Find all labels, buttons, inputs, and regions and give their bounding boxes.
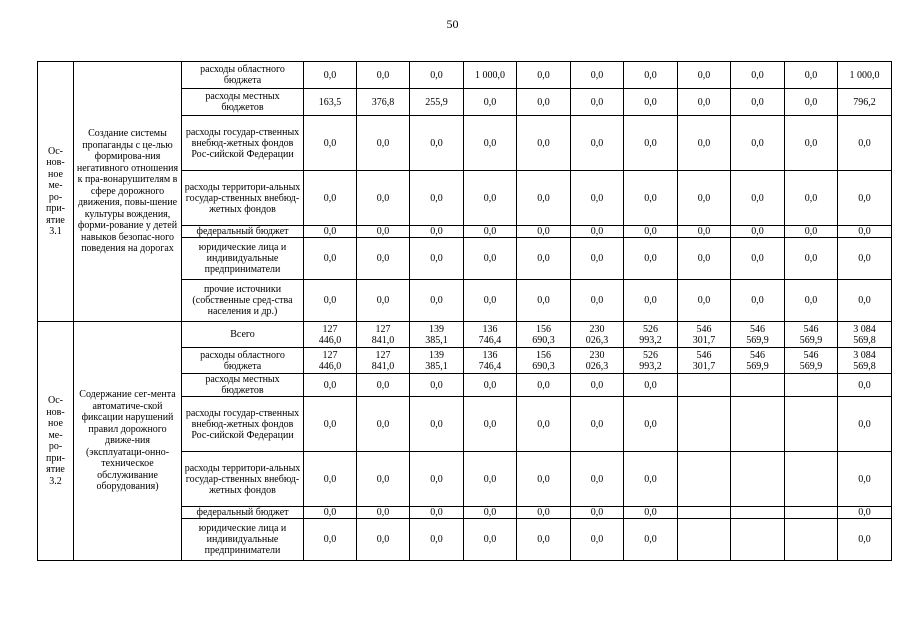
value-cell: 0,0 bbox=[357, 171, 410, 226]
value-cell: 136 746,4 bbox=[464, 322, 517, 348]
value-cell: 139 385,1 bbox=[410, 348, 464, 374]
funding-source: расходы местных бюджетов bbox=[182, 374, 304, 397]
value-cell: 546 301,7 bbox=[678, 322, 731, 348]
value-cell: 163,5 bbox=[304, 89, 357, 116]
value-cell: 127 841,0 bbox=[357, 348, 410, 374]
section-name: Создание системы пропаганды с це-лью формирова-ния негативного отношения к пра-вонарушителям в сфере дорожного движения, повы-шение культуры вождения, форми-рование у детей навыков безопас-ного поведения на дорогах bbox=[74, 62, 182, 322]
value-cell: 0,0 bbox=[304, 397, 357, 452]
value-cell: 0,0 bbox=[624, 374, 678, 397]
value-cell: 0,0 bbox=[464, 238, 517, 280]
value-cell: 0,0 bbox=[785, 171, 838, 226]
value-cell: 0,0 bbox=[785, 280, 838, 322]
value-cell: 0,0 bbox=[678, 238, 731, 280]
value-cell: 0,0 bbox=[464, 226, 517, 238]
value-cell: 0,0 bbox=[410, 374, 464, 397]
value-cell: 0,0 bbox=[785, 116, 838, 171]
value-cell: 0,0 bbox=[357, 519, 410, 561]
value-cell: 0,0 bbox=[410, 226, 464, 238]
value-cell: 127 841,0 bbox=[357, 322, 410, 348]
value-cell: 0,0 bbox=[517, 62, 571, 89]
funding-source: расходы областного бюджета bbox=[182, 348, 304, 374]
value-cell bbox=[785, 519, 838, 561]
value-cell: 255,9 bbox=[410, 89, 464, 116]
value-cell: 0,0 bbox=[838, 519, 892, 561]
funding-source: федеральный бюджет bbox=[182, 226, 304, 238]
value-cell: 0,0 bbox=[304, 374, 357, 397]
value-cell: 0,0 bbox=[517, 452, 571, 507]
funding-source: расходы государ-ственных внебюд-жетных фондов Рос-сийской Федерации bbox=[182, 397, 304, 452]
value-cell: 0,0 bbox=[571, 238, 624, 280]
value-cell bbox=[731, 374, 785, 397]
value-cell: 0,0 bbox=[624, 62, 678, 89]
value-cell: 1 000,0 bbox=[838, 62, 892, 89]
value-cell: 0,0 bbox=[785, 238, 838, 280]
value-cell bbox=[785, 452, 838, 507]
value-cell: 0,0 bbox=[517, 374, 571, 397]
value-cell: 0,0 bbox=[357, 116, 410, 171]
value-cell: 0,0 bbox=[464, 519, 517, 561]
value-cell: 0,0 bbox=[517, 507, 571, 519]
value-cell: 0,0 bbox=[517, 397, 571, 452]
value-cell: 0,0 bbox=[410, 280, 464, 322]
value-cell: 796,2 bbox=[838, 89, 892, 116]
value-cell: 0,0 bbox=[410, 507, 464, 519]
value-cell: 0,0 bbox=[838, 116, 892, 171]
value-cell: 0,0 bbox=[357, 397, 410, 452]
value-cell: 0,0 bbox=[624, 397, 678, 452]
funding-source: расходы территори-альных государ-ственных внебюд-жетных фондов bbox=[182, 171, 304, 226]
value-cell: 0,0 bbox=[357, 62, 410, 89]
value-cell bbox=[678, 397, 731, 452]
value-cell: 0,0 bbox=[731, 226, 785, 238]
value-cell: 0,0 bbox=[571, 171, 624, 226]
value-cell: 0,0 bbox=[410, 62, 464, 89]
value-cell: 546 301,7 bbox=[678, 348, 731, 374]
value-cell: 0,0 bbox=[410, 397, 464, 452]
value-cell: 0,0 bbox=[410, 171, 464, 226]
value-cell: 0,0 bbox=[571, 374, 624, 397]
budget-table bbox=[37, 61, 892, 561]
value-cell: 0,0 bbox=[838, 397, 892, 452]
funding-source: прочие источники (собственные сред-ства населения и др.) bbox=[182, 280, 304, 322]
value-cell: 0,0 bbox=[624, 507, 678, 519]
value-cell: 0,0 bbox=[731, 116, 785, 171]
value-cell: 0,0 bbox=[678, 116, 731, 171]
value-cell: 0,0 bbox=[357, 238, 410, 280]
value-cell: 230 026,3 bbox=[571, 322, 624, 348]
value-cell: 0,0 bbox=[731, 89, 785, 116]
value-cell: 0,0 bbox=[571, 397, 624, 452]
value-cell: 0,0 bbox=[517, 226, 571, 238]
value-cell: 0,0 bbox=[838, 280, 892, 322]
value-cell: 230 026,3 bbox=[571, 348, 624, 374]
value-cell: 0,0 bbox=[838, 226, 892, 238]
value-cell: 0,0 bbox=[304, 507, 357, 519]
value-cell bbox=[678, 452, 731, 507]
value-cell: 0,0 bbox=[731, 280, 785, 322]
value-cell: 376,8 bbox=[357, 89, 410, 116]
value-cell: 546 569,9 bbox=[785, 322, 838, 348]
value-cell: 0,0 bbox=[785, 62, 838, 89]
value-cell: 0,0 bbox=[464, 116, 517, 171]
value-cell bbox=[678, 519, 731, 561]
value-cell: 0,0 bbox=[517, 519, 571, 561]
value-cell: 0,0 bbox=[838, 171, 892, 226]
value-cell bbox=[731, 507, 785, 519]
value-cell: 0,0 bbox=[304, 452, 357, 507]
funding-source: юридические лица и индивидуальные предприниматели bbox=[182, 238, 304, 280]
value-cell: 0,0 bbox=[678, 171, 731, 226]
value-cell: 0,0 bbox=[357, 507, 410, 519]
value-cell: 0,0 bbox=[571, 280, 624, 322]
value-cell: 0,0 bbox=[464, 507, 517, 519]
funding-source: федеральный бюджет bbox=[182, 507, 304, 519]
value-cell: 546 569,9 bbox=[731, 348, 785, 374]
value-cell: 0,0 bbox=[464, 280, 517, 322]
value-cell: 0,0 bbox=[357, 452, 410, 507]
page-number: 50 bbox=[446, 17, 459, 31]
funding-source: расходы государ-ственных внебюд-жетных фондов Рос-сийской Федерации bbox=[182, 116, 304, 171]
value-cell: 0,0 bbox=[410, 116, 464, 171]
value-cell: 0,0 bbox=[838, 452, 892, 507]
value-cell: 0,0 bbox=[571, 226, 624, 238]
value-cell bbox=[731, 397, 785, 452]
value-cell: 0,0 bbox=[785, 89, 838, 116]
value-cell: 0,0 bbox=[624, 452, 678, 507]
value-cell: 0,0 bbox=[464, 452, 517, 507]
value-cell: 0,0 bbox=[571, 452, 624, 507]
value-cell: 0,0 bbox=[838, 507, 892, 519]
value-cell: 0,0 bbox=[624, 171, 678, 226]
value-cell bbox=[785, 374, 838, 397]
section-header: Ос- нов- ное ме- ро- при- ятие 3.2 bbox=[38, 322, 74, 561]
value-cell: 0,0 bbox=[464, 397, 517, 452]
value-cell: 0,0 bbox=[517, 238, 571, 280]
value-cell: 156 690,3 bbox=[517, 348, 571, 374]
table-row bbox=[38, 322, 892, 348]
funding-source: расходы местных бюджетов bbox=[182, 89, 304, 116]
value-cell: 0,0 bbox=[464, 89, 517, 116]
value-cell: 0,0 bbox=[731, 238, 785, 280]
value-cell: 156 690,3 bbox=[517, 322, 571, 348]
value-cell: 0,0 bbox=[571, 507, 624, 519]
value-cell: 0,0 bbox=[678, 62, 731, 89]
value-cell bbox=[785, 397, 838, 452]
value-cell: 0,0 bbox=[517, 116, 571, 171]
value-cell: 0,0 bbox=[838, 238, 892, 280]
value-cell: 0,0 bbox=[357, 374, 410, 397]
funding-source: юридические лица и индивидуальные предприниматели bbox=[182, 519, 304, 561]
value-cell bbox=[731, 452, 785, 507]
value-cell: 0,0 bbox=[517, 171, 571, 226]
value-cell: 0,0 bbox=[624, 226, 678, 238]
value-cell: 0,0 bbox=[731, 171, 785, 226]
value-cell: 0,0 bbox=[571, 519, 624, 561]
value-cell: 526 993,2 bbox=[624, 348, 678, 374]
funding-source: расходы областного бюджета bbox=[182, 62, 304, 89]
value-cell: 0,0 bbox=[624, 89, 678, 116]
value-cell: 0,0 bbox=[410, 519, 464, 561]
section-header: Ос- нов- ное ме- ро- при- ятие 3.1 bbox=[38, 62, 74, 322]
value-cell: 0,0 bbox=[785, 226, 838, 238]
value-cell: 1 000,0 bbox=[464, 62, 517, 89]
value-cell: 0,0 bbox=[571, 116, 624, 171]
value-cell bbox=[785, 507, 838, 519]
value-cell: 136 746,4 bbox=[464, 348, 517, 374]
value-cell: 0,0 bbox=[357, 280, 410, 322]
value-cell: 0,0 bbox=[304, 171, 357, 226]
funding-source: расходы территори-альных государ-ственных внебюд-жетных фондов bbox=[182, 452, 304, 507]
value-cell: 0,0 bbox=[517, 280, 571, 322]
table-row bbox=[38, 62, 892, 89]
value-cell: 0,0 bbox=[678, 89, 731, 116]
value-cell: 3 084 569,8 bbox=[838, 322, 892, 348]
value-cell bbox=[678, 374, 731, 397]
value-cell: 0,0 bbox=[357, 226, 410, 238]
budget-table-body bbox=[38, 62, 892, 561]
value-cell: 0,0 bbox=[464, 374, 517, 397]
value-cell: 0,0 bbox=[410, 238, 464, 280]
value-cell: 0,0 bbox=[678, 226, 731, 238]
value-cell: 0,0 bbox=[624, 280, 678, 322]
value-cell: 0,0 bbox=[304, 226, 357, 238]
value-cell bbox=[731, 519, 785, 561]
value-cell: 0,0 bbox=[571, 89, 624, 116]
value-cell: 0,0 bbox=[731, 62, 785, 89]
value-cell: 0,0 bbox=[304, 116, 357, 171]
value-cell: 0,0 bbox=[678, 280, 731, 322]
value-cell: 546 569,9 bbox=[731, 322, 785, 348]
value-cell bbox=[678, 507, 731, 519]
value-cell: 0,0 bbox=[517, 89, 571, 116]
value-cell: 0,0 bbox=[624, 519, 678, 561]
value-cell: 0,0 bbox=[571, 62, 624, 89]
value-cell: 0,0 bbox=[624, 238, 678, 280]
value-cell: 127 446,0 bbox=[304, 322, 357, 348]
value-cell: 0,0 bbox=[624, 116, 678, 171]
value-cell: 139 385,1 bbox=[410, 322, 464, 348]
value-cell: 0,0 bbox=[304, 280, 357, 322]
section-name: Содержание сег-мента автоматиче-ской фиксации нарушений правил дорожного движе-ния (эксплуатаци-онно-техническое обслуживание оборудования) bbox=[74, 322, 182, 561]
value-cell: 0,0 bbox=[304, 519, 357, 561]
value-cell: 0,0 bbox=[304, 62, 357, 89]
value-cell: 526 993,2 bbox=[624, 322, 678, 348]
value-cell: 3 084 569,8 bbox=[838, 348, 892, 374]
value-cell: 0,0 bbox=[304, 238, 357, 280]
value-cell: 0,0 bbox=[410, 452, 464, 507]
value-cell: 127 446,0 bbox=[304, 348, 357, 374]
value-cell: 0,0 bbox=[464, 171, 517, 226]
value-cell: 546 569,9 bbox=[785, 348, 838, 374]
funding-source: Всего bbox=[182, 322, 304, 348]
value-cell: 0,0 bbox=[838, 374, 892, 397]
